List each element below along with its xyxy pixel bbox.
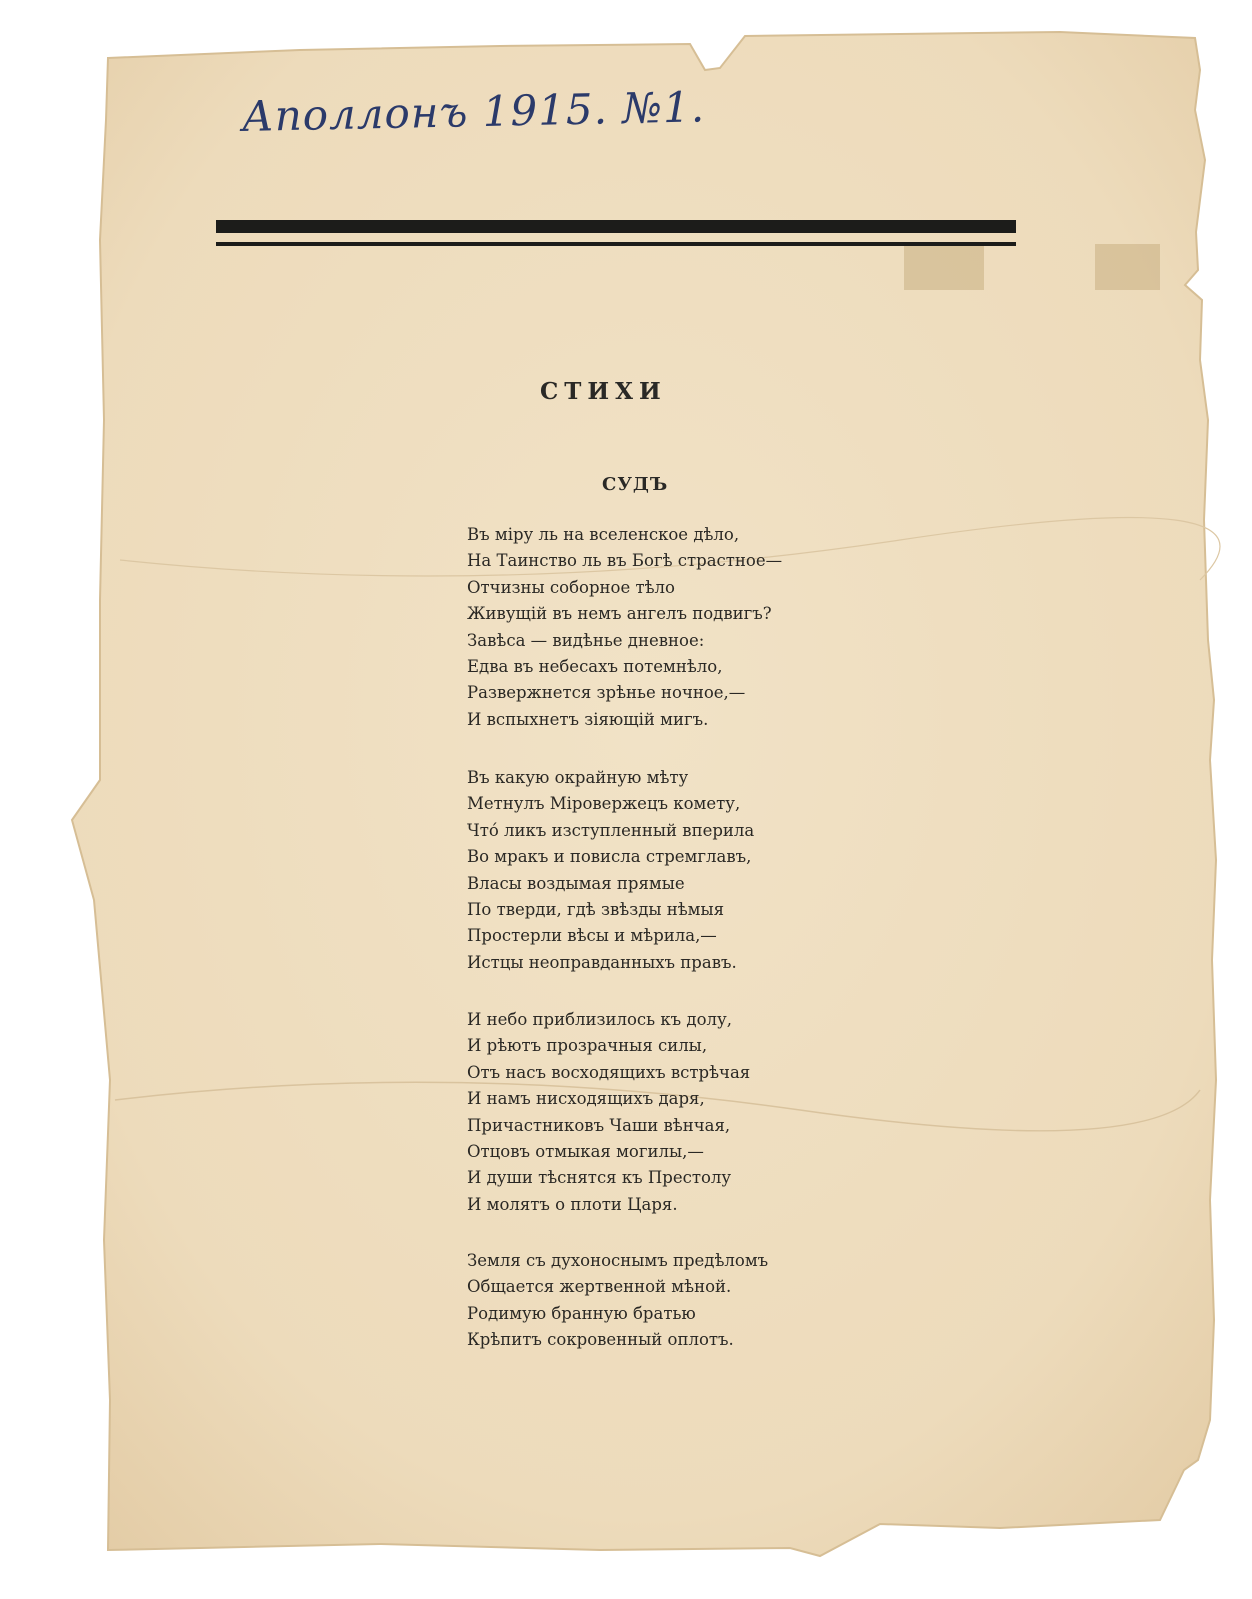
poem-line: И небо приблизилось къ долу, [467,1010,732,1029]
header-rule-thin [216,242,1016,246]
poem-line: И рѣютъ прозрачныя силы, [467,1036,708,1056]
poem-line: Отчизны соборное тѣло [467,577,675,597]
stanza-1 [467,522,897,733]
poem-line: Въ міру ль на вселенское дѣло, [467,525,740,544]
poem-line: И молятъ о плоти Царя. [467,1194,678,1214]
poem-line: И вспыхнетъ зіяющій мигъ. [467,709,709,729]
poem-line: Власы воздымая прямые [467,873,685,893]
poem-line: Развержнется зрѣнье ночное,— [467,683,746,703]
poem-line: Завѣса — видѣнье дневное: [467,630,705,650]
stanza-4 [467,1248,897,1354]
poem-line: Отъ насъ восходящихъ встрѣчая [467,1062,751,1082]
stanza-3 [467,1007,897,1218]
poem-line: Простерли вѣсы и мѣрила,— [467,926,717,946]
poem-line: Отцовъ отмыкая могилы,— [467,1141,704,1161]
header-rule-thick [216,220,1016,233]
handwritten-annotation: Аполлонъ 1915. №1. [241,82,706,141]
section-heading: СТИХИ [540,378,667,405]
poem-line: И души тѣснятся къ Престолу [467,1168,732,1188]
poem-line: Едва въ небесахъ потемнѣло, [467,656,723,676]
poem-line: Родимую бранную братью [467,1303,696,1323]
poem-title: СУДЪ [602,474,669,495]
poem-line: Въ какую окрайную мѣту [467,768,689,787]
poem-line: На Таинство ль въ Богѣ страстное— [467,551,783,571]
poem-line: Метнулъ Міровержецъ комету, [467,794,741,814]
poem-line: Причастниковъ Чаши вѣнчая, [467,1115,731,1135]
poem-line: Истцы неоправданныхъ правъ. [467,952,737,972]
poem-line: Во мракъ и повисла стремглавъ, [467,847,752,867]
poem-line: Земля съ духоноснымъ предѣломъ [467,1251,769,1270]
poem-line: Что́ ликъ изступленный вперила [467,820,755,840]
poem-line: Крѣпитъ сокровенный оплотъ. [467,1330,734,1350]
poem-line: И намъ нисходящихъ даря, [467,1089,705,1109]
poem-line: Общается жертвенной мѣной. [467,1277,732,1297]
poem-line: По тверди, гдѣ звѣзды нѣмыя [467,899,725,919]
stanza-2 [467,765,897,976]
poem-line: Живущій въ немъ ангелъ подвигъ? [467,604,772,624]
